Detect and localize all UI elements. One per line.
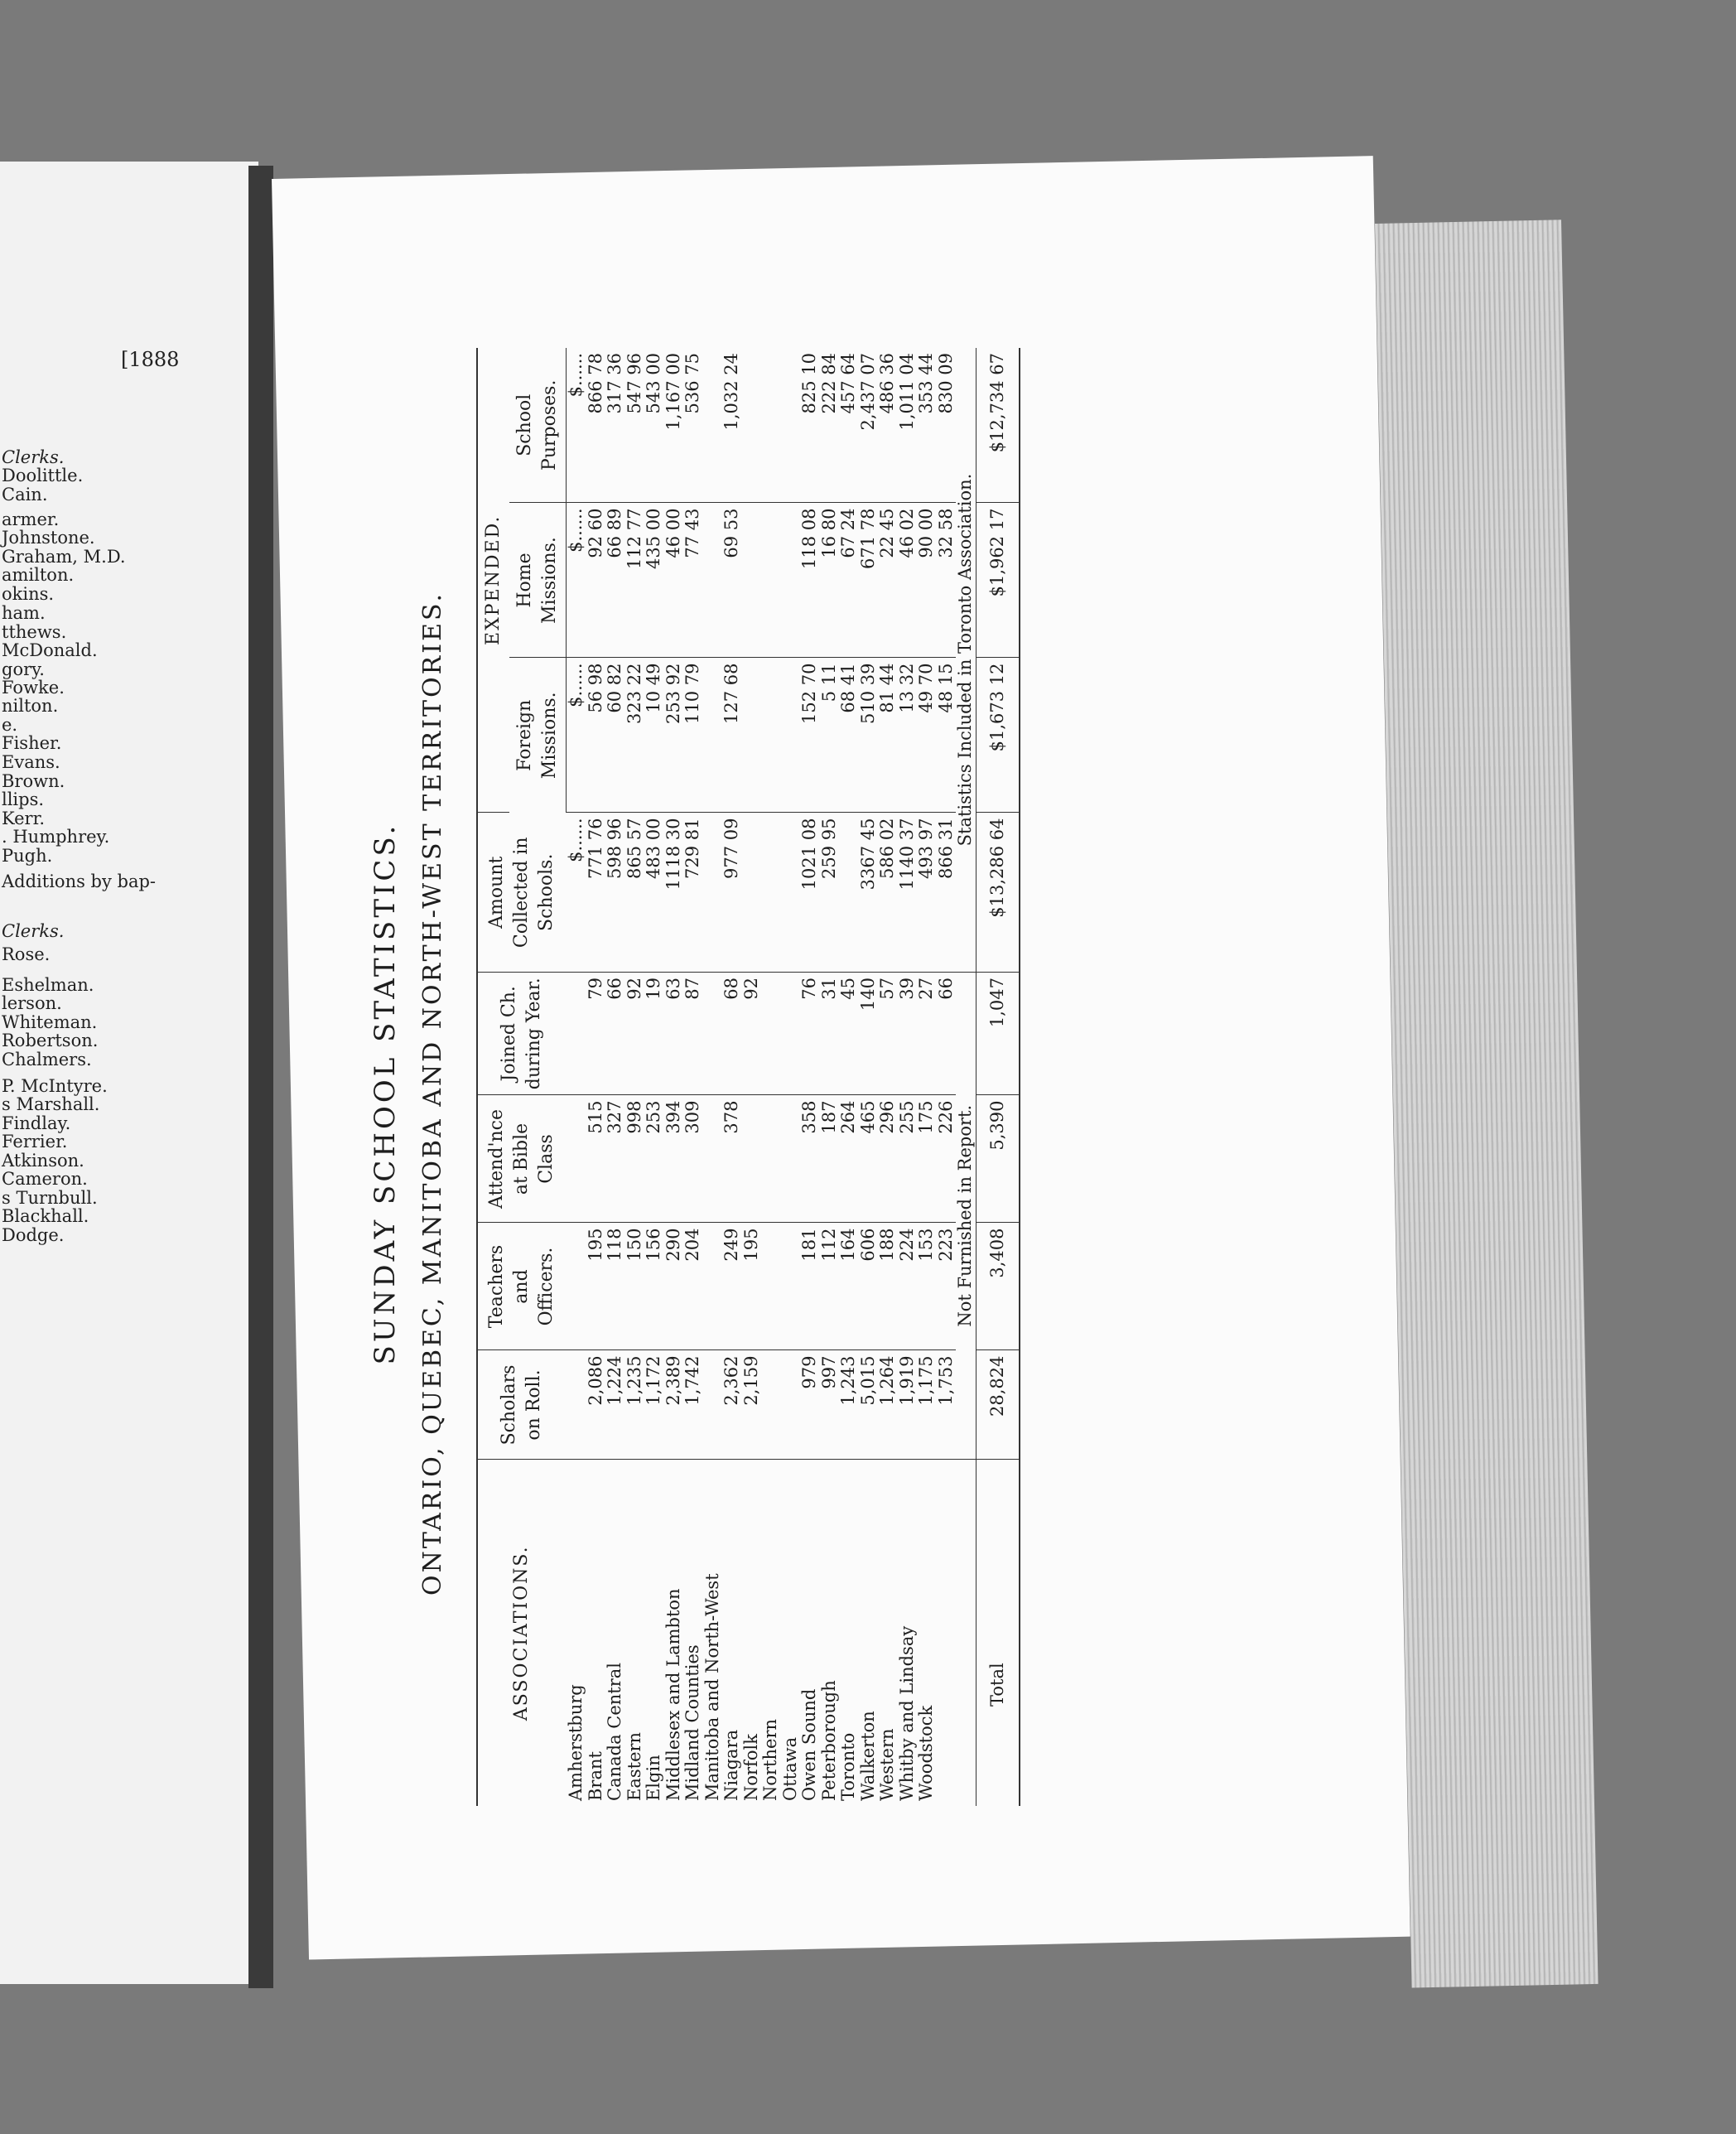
cell-teachers: 164 — [839, 1223, 859, 1350]
cell-attendance: 187 — [820, 1095, 840, 1223]
cell-teachers: 224 — [898, 1223, 918, 1350]
cell-name: Owen Sound — [799, 1688, 819, 1801]
cell-school — [761, 348, 781, 503]
cell-amount: 483 00 — [644, 813, 664, 973]
cell-teachers: 249 — [722, 1223, 742, 1350]
cell-teachers: 118 — [605, 1223, 625, 1350]
left-page-fragment: Chalmers. — [2, 1050, 92, 1069]
cell-attendance: 255 — [898, 1095, 918, 1223]
cell-name: Northern — [760, 1718, 780, 1801]
cell-empty — [956, 1460, 976, 1806]
cell-amount: 977 09 — [722, 813, 742, 973]
cell-joined: 92 — [625, 973, 645, 1096]
cell-teachers — [567, 1223, 586, 1350]
total-foreign: $1,673 12 — [976, 658, 1020, 813]
cell-home: 46 02 — [898, 503, 918, 658]
cell-amount: 493 97 — [917, 813, 937, 973]
header-associations: ASSOCIATIONS. — [477, 1460, 567, 1806]
header-attendance: Attend'nce at Bible Class — [477, 1095, 567, 1223]
cell-foreign: 49 70 — [917, 658, 937, 813]
cell-school: 353 44 — [917, 348, 937, 503]
table-row — [703, 348, 723, 1806]
header-school: School Purposes. — [509, 348, 567, 503]
left-page-fragment: Clerks. — [2, 447, 65, 467]
header-amount: Amount Collected in Schools. — [477, 813, 567, 973]
table-row — [644, 348, 664, 1806]
table-row — [859, 348, 879, 1806]
cell-foreign: 152 70 — [800, 658, 820, 813]
cell-name: Eastern — [624, 1731, 644, 1801]
left-page-fragment: Dodge. — [2, 1225, 65, 1245]
cell-joined: 19 — [644, 973, 664, 1096]
cell-foreign: 253 92 — [664, 658, 684, 813]
cell-home — [761, 503, 781, 658]
cell-amount: 1140 37 — [898, 813, 918, 973]
cell-teachers: 112 — [820, 1223, 840, 1350]
cell-teachers: 188 — [878, 1223, 898, 1350]
cell-joined: 79 — [586, 973, 606, 1096]
cell-attendance: 515 — [586, 1095, 606, 1223]
cell-foreign: 10 49 — [644, 658, 664, 813]
left-page-fragment: P. McIntyre. — [2, 1076, 108, 1096]
left-page-fragment: amilton. — [2, 565, 75, 585]
cell-amount: 729 81 — [683, 813, 703, 973]
cell-school — [781, 348, 801, 503]
cell-teachers: 153 — [917, 1223, 937, 1350]
cell-school: 543 00 — [644, 348, 664, 503]
cell-joined: 92 — [742, 973, 762, 1096]
page-subtitle: ONTARIO, QUEBEC, MANITOBA AND NORTH-WEST TERRITORIES. — [418, 591, 447, 1596]
cell-foreign: 323 22 — [625, 658, 645, 813]
cell-joined: 68 — [722, 973, 742, 1096]
cell-teachers: 204 — [683, 1223, 703, 1350]
left-page-fragment: ham. — [2, 603, 46, 623]
cell-amount — [781, 813, 801, 973]
left-page-fragment: Cameron. — [2, 1169, 88, 1189]
left-page-fragment: lerson. — [2, 993, 62, 1013]
note-included-toronto: Statistics Included in Toronto Association. — [956, 348, 976, 973]
cell-school: 547 96 — [625, 348, 645, 503]
total-row — [976, 348, 1020, 1806]
cell-school: $...... — [567, 348, 586, 503]
cell-scholars — [567, 1350, 586, 1460]
left-page-fragment: Robertson. — [2, 1031, 99, 1050]
left-page-fragment: Graham, M.D. — [2, 547, 126, 567]
table-row — [937, 348, 957, 1806]
cell-scholars: 1,243 — [839, 1350, 859, 1460]
cell-name: Toronto — [838, 1732, 858, 1801]
cell-school: 825 10 — [800, 348, 820, 503]
cell-name: Walkerton — [857, 1711, 878, 1801]
cell-joined — [781, 973, 801, 1096]
total-label: Total — [976, 1460, 1020, 1806]
cell-home — [742, 503, 762, 658]
cell-amount: 259 95 — [820, 813, 840, 973]
cell-school — [703, 348, 723, 503]
table-row — [742, 348, 762, 1806]
cell-school: 2,437 07 — [859, 348, 879, 503]
cell-amount: 598 96 — [605, 813, 625, 973]
cell-school: 457 64 — [839, 348, 859, 503]
cell-joined: 39 — [898, 973, 918, 1096]
cell-amount: 586 02 — [878, 813, 898, 973]
cell-attendance: 296 — [878, 1095, 898, 1223]
cell-home — [781, 503, 801, 658]
cell-name: Norfolk — [740, 1734, 761, 1801]
cell-scholars: 1,753 — [937, 1350, 957, 1460]
left-page-fragment: s Turnbull. — [2, 1188, 98, 1208]
left-page-fragment: Johnstone. — [2, 528, 95, 548]
cell-scholars: 1,235 — [625, 1350, 645, 1460]
cell-name: Midland Counties — [682, 1644, 702, 1801]
note-not-furnished: Not Furnished in Report. — [956, 973, 976, 1460]
table-body — [567, 348, 1020, 1806]
cell-home: 90 00 — [917, 503, 937, 658]
cell-foreign: 56 98 — [586, 658, 606, 813]
header-scholars: Scholars on Roll. — [477, 1350, 567, 1460]
cell-scholars: 2,389 — [664, 1350, 684, 1460]
cell-joined: 66 — [937, 973, 957, 1096]
cell-name: Amherstburg — [565, 1684, 586, 1801]
left-page-fragment: . Humphrey. — [2, 827, 110, 847]
cell-name: Whitby and Lindsay — [896, 1625, 917, 1801]
cell-attendance: 378 — [722, 1095, 742, 1223]
cell-teachers: 195 — [586, 1223, 606, 1350]
cell-scholars: 997 — [820, 1350, 840, 1460]
cell-name: Western — [877, 1728, 897, 1801]
cell-attendance: 998 — [625, 1095, 645, 1223]
cell-name: Middlesex and Lambton — [663, 1588, 683, 1801]
table-row — [567, 348, 586, 1806]
cell-amount: 1118 30 — [664, 813, 684, 973]
left-page-fragment: Fisher. — [2, 733, 62, 753]
cell-teachers: 150 — [625, 1223, 645, 1350]
page-edges — [1375, 220, 1599, 1987]
cell-school: 222 84 — [820, 348, 840, 503]
cell-amount: 865 57 — [625, 813, 645, 973]
table-row — [625, 348, 645, 1806]
cell-amount: 771 76 — [586, 813, 606, 973]
header-expended: EXPENDED. — [477, 348, 509, 813]
cell-attendance — [761, 1095, 781, 1223]
table-row — [605, 348, 625, 1806]
cell-attendance — [781, 1095, 801, 1223]
table-row — [683, 348, 703, 1806]
cell-joined: 57 — [878, 973, 898, 1096]
left-page-fragment: Blackhall. — [2, 1206, 89, 1226]
total-joined: 1,047 — [976, 973, 1020, 1096]
cell-name: Peterborough — [818, 1680, 839, 1801]
table-row — [800, 348, 820, 1806]
cell-foreign — [781, 658, 801, 813]
left-page-fragment: McDonald. — [2, 640, 98, 660]
table-row — [917, 348, 937, 1806]
left-page-fragment: Clerks. — [2, 921, 65, 941]
cell-attendance: 253 — [644, 1095, 664, 1223]
cell-teachers — [703, 1223, 723, 1350]
cell-home: 92 60 — [586, 503, 606, 658]
cell-foreign: 60 82 — [605, 658, 625, 813]
cell-foreign: 48 15 — [937, 658, 957, 813]
left-page-fragment: armer. — [2, 509, 60, 529]
cell-school: 536 75 — [683, 348, 703, 503]
cell-amount — [761, 813, 781, 973]
cell-scholars: 2,086 — [586, 1350, 606, 1460]
cell-home: 16 80 — [820, 503, 840, 658]
cell-name: Canada Central — [605, 1662, 624, 1801]
left-page-fragment: gory. — [2, 659, 45, 679]
cell-scholars: 1,172 — [644, 1350, 664, 1460]
cell-name: Ottawa — [779, 1736, 800, 1801]
cell-home: 67 24 — [839, 503, 859, 658]
left-page-fragment: tthews. — [2, 622, 67, 642]
cell-joined: 63 — [664, 973, 684, 1096]
total-teachers: 3,408 — [976, 1223, 1020, 1350]
left-page-fragment: Eshelman. — [2, 975, 94, 995]
cell-school: 830 09 — [937, 348, 957, 503]
cell-scholars — [703, 1350, 723, 1460]
cell-foreign — [703, 658, 723, 813]
cell-home: 118 08 — [800, 503, 820, 658]
cell-teachers: 290 — [664, 1223, 684, 1350]
cell-attendance: 358 — [800, 1095, 820, 1223]
cell-teachers: 181 — [800, 1223, 820, 1350]
cell-teachers — [761, 1223, 781, 1350]
left-page-fragment: e. — [2, 715, 18, 735]
cell-teachers: 156 — [644, 1223, 664, 1350]
cell-home — [703, 503, 723, 658]
table-row — [761, 348, 781, 1806]
left-page-fragment: Atkinson. — [2, 1151, 84, 1171]
left-page-fragment: Rose. — [2, 944, 51, 964]
cell-joined — [703, 973, 723, 1096]
cell-home: $...... — [567, 503, 586, 658]
left-page-fragment: Additions by bap- — [2, 871, 157, 891]
cell-name: Brant — [585, 1751, 605, 1801]
cell-home: 671 78 — [859, 503, 879, 658]
table-row — [781, 348, 801, 1806]
header-home: Home Missions. — [509, 503, 567, 658]
cell-amount — [742, 813, 762, 973]
cell-attendance: 226 — [937, 1095, 957, 1223]
cell-amount: 3367 45 — [859, 813, 879, 973]
cell-attendance: 309 — [683, 1095, 703, 1223]
cell-amount — [703, 813, 723, 973]
cell-amount: $...... — [567, 813, 586, 973]
table-row — [898, 348, 918, 1806]
cell-home: 32 58 — [937, 503, 957, 658]
cell-attendance: 175 — [917, 1095, 937, 1223]
left-page-fragment: nilton. — [2, 696, 59, 716]
left-page-fragment: Kerr. — [2, 809, 45, 828]
cell-foreign: 68 41 — [839, 658, 859, 813]
cell-joined: 27 — [917, 973, 937, 1096]
cell-school — [742, 348, 762, 503]
table-row — [956, 348, 976, 1806]
cell-scholars: 2,159 — [742, 1350, 762, 1460]
cell-school: 1,167 00 — [664, 348, 684, 503]
cell-teachers — [781, 1223, 801, 1350]
cell-foreign: 110 79 — [683, 658, 703, 813]
cell-scholars — [761, 1350, 781, 1460]
cell-name: Niagara — [721, 1729, 741, 1801]
cell-scholars: 1,742 — [683, 1350, 703, 1460]
table-row — [878, 348, 898, 1806]
cell-home: 69 53 — [722, 503, 742, 658]
cell-joined — [567, 973, 586, 1096]
cell-amount: 866 31 — [937, 813, 957, 973]
cell-joined: 45 — [839, 973, 859, 1096]
book-gutter — [248, 166, 273, 1988]
cell-foreign: 81 44 — [878, 658, 898, 813]
cell-joined: 66 — [605, 973, 625, 1096]
cell-scholars: 5,015 — [859, 1350, 879, 1460]
table-row — [722, 348, 742, 1806]
table-row — [664, 348, 684, 1806]
cell-teachers: 223 — [937, 1223, 957, 1350]
total-scholars: 28,824 — [976, 1350, 1020, 1460]
cell-foreign: 510 39 — [859, 658, 879, 813]
left-page-fragment: Pugh. — [2, 846, 53, 866]
left-page-fragment: Doolittle. — [2, 466, 84, 485]
cell-home: 46 00 — [664, 503, 684, 658]
cell-joined: 76 — [800, 973, 820, 1096]
statistics-table — [476, 348, 1020, 1806]
cell-teachers: 606 — [859, 1223, 879, 1350]
cell-attendance — [742, 1095, 762, 1223]
cell-name: Woodstock — [916, 1705, 936, 1801]
rotated-table-content — [344, 348, 1089, 1839]
total-amount: $13,286 64 — [976, 813, 1020, 973]
cell-joined: 87 — [683, 973, 703, 1096]
total-home: $1,962 17 — [976, 503, 1020, 658]
cell-home: 77 43 — [683, 503, 703, 658]
cell-amount — [839, 813, 859, 973]
cell-scholars — [781, 1350, 801, 1460]
cell-school: 1,011 04 — [898, 348, 918, 503]
page-title: SUNDAY SCHOOL STATISTICS. — [369, 822, 402, 1365]
cell-home: 22 45 — [878, 503, 898, 658]
left-page — [0, 162, 258, 1984]
left-page-fragment: Findlay. — [2, 1113, 71, 1133]
cell-name: Elgin — [644, 1755, 663, 1801]
cell-school: 317 36 — [605, 348, 625, 503]
cell-joined — [761, 973, 781, 1096]
cell-scholars: 1,175 — [917, 1350, 937, 1460]
cell-name — [937, 1460, 957, 1806]
header-foreign: Foreign Missions. — [509, 658, 567, 813]
cell-name: Manitoba and North-West — [702, 1573, 722, 1801]
cell-joined: 140 — [859, 973, 879, 1096]
left-page-fragment: Ferrier. — [2, 1132, 68, 1151]
cell-foreign — [742, 658, 762, 813]
year-bracket: [1888 — [121, 348, 180, 371]
left-page-fragment: Whiteman. — [2, 1012, 98, 1032]
total-attendance: 5,390 — [976, 1095, 1020, 1223]
table-row — [820, 348, 840, 1806]
cell-foreign — [761, 658, 781, 813]
header-teachers: Teachers and Officers. — [477, 1223, 567, 1350]
cell-attendance: 465 — [859, 1095, 879, 1223]
cell-amount: 1021 08 — [800, 813, 820, 973]
cell-joined: 31 — [820, 973, 840, 1096]
left-page-fragment: Fowke. — [2, 678, 65, 698]
table-row — [586, 348, 606, 1806]
cell-school: 486 36 — [878, 348, 898, 503]
cell-foreign: $...... — [567, 658, 586, 813]
cell-scholars: 1,919 — [898, 1350, 918, 1460]
cell-attendance: 394 — [664, 1095, 684, 1223]
cell-school: 1,032 24 — [722, 348, 742, 503]
left-page-fragment: s Marshall. — [2, 1094, 100, 1114]
cell-teachers: 195 — [742, 1223, 762, 1350]
left-page-fragment: llips. — [2, 789, 45, 809]
total-school: $12,734 67 — [976, 348, 1020, 503]
left-page-fragment: Cain. — [2, 485, 48, 505]
cell-foreign: 127 68 — [722, 658, 742, 813]
cell-attendance: 327 — [605, 1095, 625, 1223]
left-page-fragment: Brown. — [2, 771, 65, 791]
cell-home: 435 00 — [644, 503, 664, 658]
cell-school: 866 78 — [586, 348, 606, 503]
cell-foreign: 5 11 — [820, 658, 840, 813]
cell-home: 66 89 — [605, 503, 625, 658]
table-row — [839, 348, 859, 1806]
cell-attendance — [567, 1095, 586, 1223]
cell-scholars: 1,264 — [878, 1350, 898, 1460]
cell-home: 112 77 — [625, 503, 645, 658]
cell-scholars: 979 — [800, 1350, 820, 1460]
left-page-fragment: Evans. — [2, 752, 60, 772]
cell-attendance — [703, 1095, 723, 1223]
cell-scholars: 2,362 — [722, 1350, 742, 1460]
cell-foreign: 13 32 — [898, 658, 918, 813]
cell-scholars: 1,224 — [605, 1350, 625, 1460]
left-page-fragment: okins. — [2, 584, 55, 604]
header-joined: Joined Ch. during Year. — [477, 973, 567, 1096]
cell-attendance: 264 — [839, 1095, 859, 1223]
